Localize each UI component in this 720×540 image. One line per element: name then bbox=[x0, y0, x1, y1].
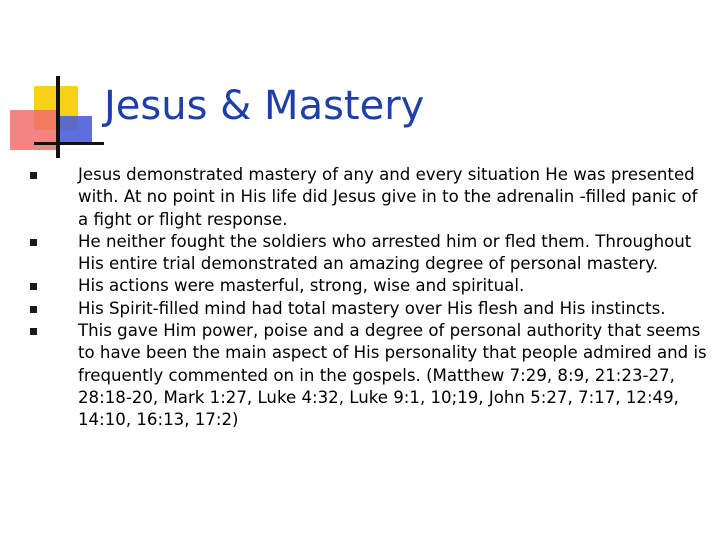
bullet-item bbox=[30, 164, 708, 231]
bullet-list bbox=[30, 164, 708, 432]
bullet-item bbox=[30, 320, 708, 431]
bullet-item bbox=[30, 231, 708, 276]
bullet-text: His actions were masterful, strong, wise and spiritual. bbox=[78, 276, 525, 296]
logo-horizontal-line bbox=[34, 142, 104, 145]
square-bullet-icon bbox=[30, 328, 37, 335]
square-bullet-icon bbox=[30, 239, 37, 246]
bullet-text: He neither fought the soldiers who arrested him or fled them. Throughout His entire trial demonstrated an amazing degree of personal mastery. bbox=[78, 231, 692, 274]
bullet-item bbox=[30, 298, 708, 320]
slide-title: Jesus & Mastery bbox=[104, 83, 425, 129]
bullet-item bbox=[30, 275, 708, 297]
bullet-text: His Spirit-filled mind had total mastery over His flesh and His instincts. bbox=[78, 298, 666, 318]
slide-logo-icon bbox=[0, 0, 120, 170]
square-bullet-icon bbox=[30, 283, 37, 290]
square-bullet-icon bbox=[30, 306, 37, 313]
bullet-text: Jesus demonstrated mastery of any and every situation He was presented with. At no point in His life did Jesus give in to the adrenalin -filled panic of a fight or flight response. bbox=[78, 165, 698, 229]
bullet-text: This gave Him power, poise and a degree of personal authority that seems to have been the main aspect of His personality that people admired and is frequently commented on in the gospels. (Matthew 7:29, 8:9, 21:23-27, 28:18-20, Mark 1:27, Luke 4:32, Luke 9:1, 10;19, John 5:27, 7:17, 12:49, 14:10, 16:13, 17:2) bbox=[78, 321, 707, 430]
logo-vertical-line bbox=[56, 76, 60, 158]
square-bullet-icon bbox=[30, 172, 37, 179]
logo-blue-square bbox=[58, 116, 92, 144]
